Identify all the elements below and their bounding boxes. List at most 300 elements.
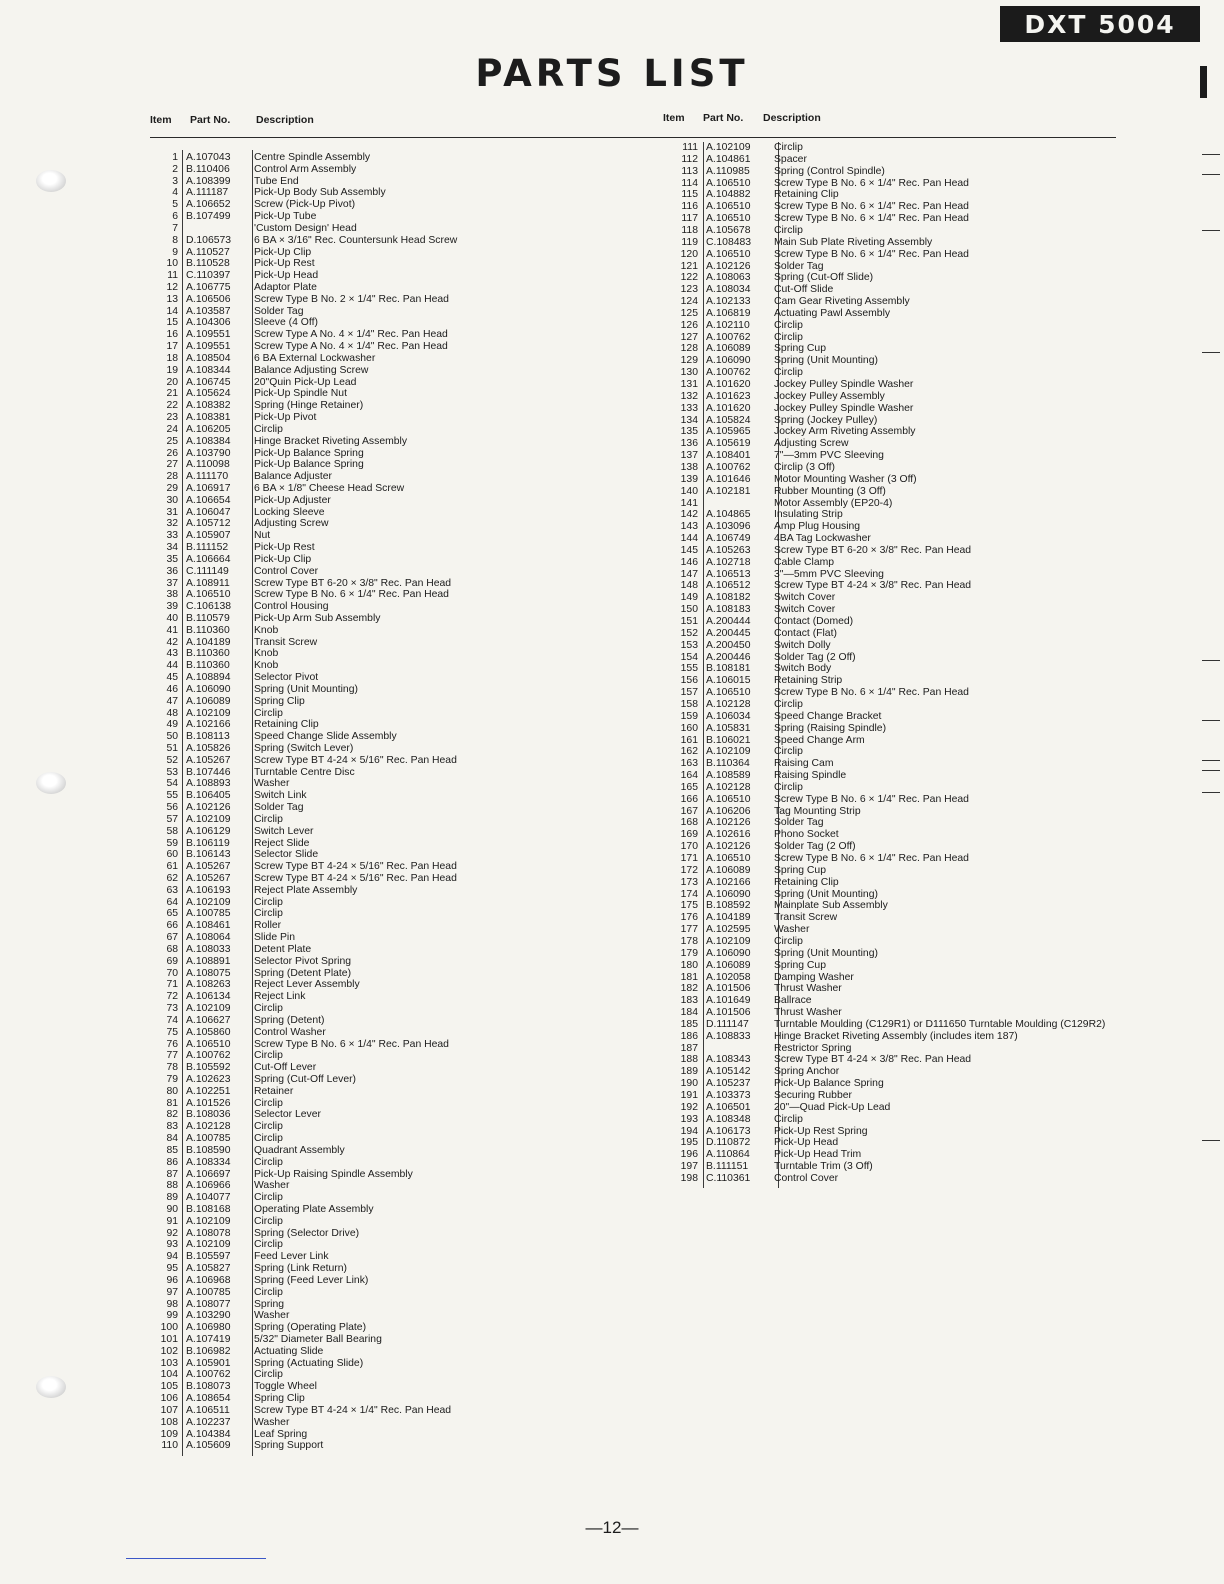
item-number: 117 (681, 213, 698, 225)
item-number: 193 (680, 1113, 698, 1125)
parts-row (676, 687, 1176, 699)
parts-row (676, 474, 1176, 486)
parts-row (156, 968, 616, 980)
part-description: Circlip (254, 1156, 283, 1168)
item-number: 55 (166, 790, 178, 802)
item-number: 176 (680, 912, 698, 924)
item-number: 146 (680, 556, 698, 568)
item-number: 113 (681, 165, 698, 177)
part-description: Circlip (774, 142, 803, 153)
item-number: 178 (680, 935, 698, 947)
item-number: 97 (166, 1286, 178, 1298)
part-description: Pick-Up Balance Spring (254, 447, 364, 459)
item-number: 92 (166, 1227, 178, 1239)
part-number: A.104306 (186, 317, 231, 329)
part-description: Circlip (254, 1215, 283, 1227)
part-description: Screw Type B No. 2 × 1/4" Rec. Pan Head (254, 293, 449, 305)
part-description: Retainer (254, 1085, 294, 1097)
parts-row (676, 1161, 1176, 1173)
parts-row (156, 459, 616, 471)
parts-row (676, 616, 1176, 628)
parts-row (676, 853, 1176, 865)
item-number: 132 (680, 390, 698, 402)
item-number: 17 (166, 341, 178, 353)
part-description: Selector Lever (254, 1109, 321, 1121)
item-number: 155 (680, 663, 698, 675)
parts-row (676, 983, 1176, 995)
part-number: D.111147 (706, 1018, 749, 1030)
parts-row (156, 601, 616, 613)
parts-row (156, 1239, 616, 1251)
header-item: Item (150, 114, 172, 126)
part-description: Jockey Pulley Spindle Washer (774, 402, 914, 414)
item-number: 32 (166, 518, 178, 530)
parts-row (156, 885, 616, 897)
item-number: 53 (166, 766, 178, 778)
item-number: 26 (166, 447, 178, 459)
part-number: A.111170 (186, 471, 229, 483)
part-number: A.106513 (706, 568, 751, 580)
part-number: A.101506 (706, 983, 751, 995)
part-number: C.110397 (186, 270, 231, 282)
item-number: 168 (680, 817, 698, 829)
part-number: A.102616 (706, 829, 751, 841)
part-number: A.108078 (186, 1227, 231, 1239)
item-number: 89 (166, 1192, 178, 1204)
parts-row (156, 365, 616, 377)
part-description: Spring (Unit Mounting) (774, 355, 878, 367)
item-number: 18 (166, 352, 178, 364)
part-description: Circlip (254, 813, 283, 825)
part-number: A.100762 (706, 367, 751, 379)
part-description: Control Washer (254, 1026, 326, 1038)
part-description: Transit Screw (774, 912, 838, 924)
part-number: A.104865 (706, 509, 751, 521)
item-number: 153 (680, 639, 698, 651)
item-number: 139 (680, 473, 698, 485)
parts-row (156, 1346, 616, 1358)
edge-marks (1190, 120, 1220, 1420)
parts-row (156, 1062, 616, 1074)
part-number: A.106917 (186, 482, 231, 494)
parts-row (676, 652, 1176, 664)
header-description: Description (256, 114, 314, 126)
part-description: Reject Lever Assembly (254, 979, 360, 991)
part-number: A.106775 (186, 282, 231, 294)
parts-row (156, 258, 616, 270)
parts-row (156, 329, 616, 341)
item-number: 194 (680, 1125, 698, 1137)
part-description: Pick-Up Balance Spring (254, 459, 364, 471)
part-number: A.103096 (706, 521, 751, 533)
part-description: Ballrace (774, 995, 812, 1007)
part-description: Spring (Actuating Slide) (254, 1357, 364, 1369)
part-number: A.102126 (706, 260, 751, 272)
item-number: 164 (680, 770, 698, 782)
item-number: 66 (166, 920, 178, 932)
parts-row (156, 1228, 616, 1240)
item-number: 122 (680, 272, 698, 284)
item-number: 88 (166, 1180, 178, 1192)
part-description: Spring Clip (254, 1393, 305, 1405)
part-description: Reject Slide (254, 837, 310, 849)
parts-row (676, 1102, 1176, 1114)
item-number: 126 (680, 319, 698, 331)
item-number: 96 (166, 1274, 178, 1286)
part-description: Pick-Up Balance Spring (774, 1078, 884, 1090)
item-number: 174 (680, 888, 698, 900)
item-number: 190 (680, 1078, 698, 1090)
part-number: A.101646 (706, 473, 751, 485)
item-number: 108 (160, 1416, 178, 1428)
part-number: A.105142 (706, 1066, 751, 1078)
parts-row (156, 353, 616, 365)
part-number: B.106021 (706, 734, 751, 746)
part-description: Screw Type BT 6-20 × 3/8" Rec. Pan Head (254, 577, 452, 589)
part-description: Circlip (3 Off) (774, 461, 836, 473)
parts-row (676, 415, 1176, 427)
part-number: A.108381 (186, 412, 231, 424)
part-description: 4BA Tag Lockwasher (774, 533, 871, 545)
part-description: Damping Washer (774, 971, 854, 983)
item-number: 183 (680, 995, 698, 1007)
item-number: 196 (680, 1149, 698, 1161)
part-number: A.102718 (706, 556, 751, 568)
part-description: Toggle Wheel (254, 1381, 317, 1393)
part-number: A.108911 (186, 577, 230, 589)
item-number: 156 (680, 675, 698, 687)
part-description: 3"—5mm PVC Sleeving (774, 568, 884, 580)
parts-row (676, 343, 1176, 355)
part-number: A.105965 (706, 426, 751, 438)
item-number: 22 (166, 400, 178, 412)
parts-row (676, 699, 1176, 711)
part-description: Pick-Up Head Trim (774, 1149, 862, 1161)
part-number: A.106134 (186, 991, 231, 1003)
header-item: Item (663, 112, 685, 124)
part-description: Switch Body (774, 663, 832, 675)
part-description: Pick-Up Rest (254, 258, 315, 270)
item-number: 124 (680, 296, 698, 308)
part-description: Cable Clamp (774, 556, 835, 568)
item-number: 158 (680, 698, 698, 710)
item-number: 186 (680, 1030, 698, 1042)
item-number: 72 (166, 991, 178, 1003)
parts-list-left (156, 152, 616, 1462)
item-number: 83 (166, 1121, 178, 1133)
part-description: Spring (Cut-Off Lever) (254, 1073, 357, 1085)
part-number: A.102110 (706, 319, 750, 331)
item-number: 192 (680, 1101, 698, 1113)
parts-row (676, 486, 1176, 498)
part-number: B.108168 (186, 1203, 231, 1215)
part-description: Spacer (774, 153, 807, 165)
part-description: Retaining Clip (774, 876, 839, 888)
part-description: Screw Type A No. 4 × 1/4" Rec. Pan Head (254, 341, 448, 353)
part-number: A.106980 (186, 1322, 231, 1334)
item-number: 58 (166, 825, 178, 837)
part-description: Screw Type BT 4-24 × 5/16" Rec. Pan Head (254, 754, 457, 766)
part-number: A.108077 (186, 1298, 231, 1310)
parts-row (156, 187, 616, 199)
parts-row (156, 1287, 616, 1299)
parts-row (676, 1054, 1176, 1066)
parts-row (156, 1429, 616, 1441)
part-number: A.102109 (706, 142, 751, 153)
item-number: 51 (166, 743, 178, 754)
header-part-no: Part No. (703, 112, 744, 124)
part-description: Screw Type B No. 6 × 1/4" Rec. Pan Head (774, 201, 969, 213)
part-description: Screw Type B No. 6 × 1/4" Rec. Pan Head (774, 177, 969, 189)
part-description: Spring (Hinge Retainer) (254, 400, 364, 412)
parts-row (156, 294, 616, 306)
part-number: A.107043 (186, 152, 231, 163)
item-number: 104 (160, 1369, 178, 1381)
part-description: Cut-Off Lever (254, 1062, 317, 1074)
parts-row (676, 960, 1176, 972)
part-description: Pick-Up Raising Spindle Assembly (254, 1168, 413, 1180)
item-number: 24 (166, 423, 178, 435)
part-description: Spring (Operating Plate) (254, 1322, 367, 1334)
parts-row (676, 296, 1176, 308)
parts-row (156, 1027, 616, 1039)
parts-row (676, 426, 1176, 438)
part-description: Screw Type BT 6-20 × 3/8" Rec. Pan Head (774, 544, 972, 556)
part-description: 20"—Quad Pick-Up Lead (774, 1101, 891, 1113)
item-number: 64 (166, 896, 178, 908)
item-number: 52 (166, 754, 178, 766)
parts-row (676, 711, 1176, 723)
part-number: A.108183 (706, 604, 751, 616)
item-number: 94 (166, 1251, 178, 1263)
item-number: 106 (160, 1393, 178, 1405)
binder-hole (36, 1376, 66, 1398)
item-number: 91 (166, 1215, 178, 1227)
part-number: A.106506 (186, 293, 231, 305)
item-number: 46 (166, 683, 178, 695)
part-number: A.102623 (186, 1073, 231, 1085)
parts-row (676, 770, 1176, 782)
part-description: Screw Type BT 4-24 × 1/4" Rec. Pan Head (254, 1404, 452, 1416)
item-number: 115 (681, 189, 698, 201)
parts-row (156, 495, 616, 507)
parts-row (676, 308, 1176, 320)
parts-row (676, 379, 1176, 391)
part-number: A.103373 (706, 1090, 751, 1101)
part-number: A.105907 (186, 530, 231, 542)
item-number: 43 (166, 648, 178, 660)
parts-row (676, 889, 1176, 901)
part-description: Jockey Pulley Assembly (774, 390, 885, 402)
part-description: Raising Spindle (774, 770, 847, 782)
part-description: Knob (254, 624, 279, 636)
part-description: Circlip (254, 1133, 283, 1145)
part-number: B.110364 (706, 758, 750, 770)
item-number: 136 (680, 438, 698, 450)
parts-row (156, 849, 616, 861)
parts-row (156, 1369, 616, 1381)
parts-row (156, 1145, 616, 1157)
parts-row (676, 829, 1176, 841)
parts-row (156, 1417, 616, 1429)
item-number: 110 (161, 1440, 178, 1452)
part-number: A.102109 (186, 813, 231, 825)
part-description: Screw Type BT 4-24 × 5/16" Rec. Pan Head (254, 861, 457, 873)
part-number: A.108589 (706, 770, 751, 782)
part-description: Screw Type B No. 6 × 1/4" Rec. Pan Head (774, 853, 969, 864)
parts-row (676, 1090, 1176, 1102)
part-description: Spring Clip (254, 695, 305, 707)
item-number: 191 (680, 1090, 698, 1101)
item-number: 195 (680, 1137, 698, 1149)
parts-row (676, 332, 1176, 344)
parts-row (676, 462, 1176, 474)
parts-row (156, 944, 616, 956)
part-number: A.105678 (706, 224, 751, 236)
part-number: C.111149 (186, 565, 229, 577)
part-description: Feed Lever Link (254, 1251, 329, 1263)
item-number: 120 (680, 248, 698, 260)
part-number: D.106573 (186, 234, 232, 246)
parts-row (156, 1216, 616, 1228)
parts-row (676, 948, 1176, 960)
parts-row (676, 877, 1176, 889)
parts-row (676, 355, 1176, 367)
part-number: A.106652 (186, 199, 231, 211)
parts-row (156, 1381, 616, 1393)
part-description: Mainplate Sub Assembly (774, 900, 888, 912)
part-description: Cut-Off Slide (774, 284, 834, 296)
part-description: Circlip (254, 1369, 283, 1381)
item-number: 21 (166, 388, 178, 400)
part-number: A.110527 (186, 246, 230, 258)
item-number: 44 (166, 660, 178, 672)
item-number: 13 (166, 293, 178, 305)
part-number: A.105237 (706, 1078, 751, 1090)
header-rule (150, 137, 1116, 138)
part-description: Spring (Unit Mounting) (774, 888, 878, 900)
parts-row (156, 223, 616, 235)
part-number: B.108592 (706, 900, 751, 912)
part-number: A.106697 (186, 1168, 231, 1180)
item-number: 102 (160, 1345, 178, 1357)
item-number: 6 (172, 211, 178, 223)
part-number: A.102109 (186, 1003, 231, 1015)
part-description: Washer (254, 1180, 290, 1192)
part-number: A.102126 (186, 802, 231, 814)
item-number: 75 (166, 1026, 178, 1038)
part-number: A.101620 (706, 402, 751, 414)
item-number: 42 (166, 636, 178, 648)
item-number: 86 (166, 1156, 178, 1168)
parts-row (156, 991, 616, 1003)
part-description: Pick-Up Arm Sub Assembly (254, 612, 381, 624)
part-number: A.108064 (186, 932, 231, 944)
part-number: B.110360 (186, 624, 230, 636)
parts-row (676, 261, 1176, 273)
item-number: 93 (166, 1239, 178, 1251)
binder-hole (36, 170, 66, 192)
item-number: 38 (166, 589, 178, 601)
item-number: 69 (166, 955, 178, 967)
item-number: 57 (166, 813, 178, 825)
parts-list-right (676, 142, 1176, 1192)
part-number: A.102109 (186, 1239, 231, 1251)
item-number: 129 (680, 355, 698, 367)
part-description: Screw Type B No. 6 × 1/4" Rec. Pan Head (254, 589, 449, 601)
part-description: Circlip (254, 908, 283, 920)
part-number: A.108891 (186, 955, 231, 967)
parts-row (676, 782, 1176, 794)
parts-row (156, 743, 616, 755)
part-number: B.106143 (186, 849, 231, 861)
item-number: 103 (160, 1357, 178, 1369)
part-description: Motor Mounting Washer (3 Off) (774, 473, 917, 485)
item-number: 78 (166, 1062, 178, 1074)
item-number: 175 (680, 900, 698, 912)
part-description: Circlip (774, 698, 803, 710)
part-number: B.110360 (186, 648, 230, 660)
part-description: Knob (254, 660, 279, 672)
part-number: A.102133 (706, 296, 751, 308)
item-number: 7 (172, 222, 178, 234)
parts-row (676, 806, 1176, 818)
part-description: Switch Link (254, 790, 307, 802)
parts-row (156, 471, 616, 483)
part-description: Circlip (254, 1286, 283, 1298)
item-number: 167 (680, 805, 698, 817)
parts-row (676, 533, 1176, 545)
part-description: Balance Adjuster (254, 471, 332, 483)
part-number: A.104861 (706, 153, 751, 165)
item-number: 148 (680, 580, 698, 592)
parts-row (156, 802, 616, 814)
item-number: 160 (680, 722, 698, 734)
part-description: Screw Type A No. 4 × 1/4" Rec. Pan Head (254, 329, 448, 341)
parts-row (676, 604, 1176, 616)
parts-row (676, 912, 1176, 924)
parts-row (676, 1173, 1176, 1185)
part-description: Selector Slide (254, 849, 319, 861)
item-number: 163 (680, 758, 698, 770)
parts-row (676, 924, 1176, 936)
parts-row (156, 719, 616, 731)
item-number: 19 (166, 364, 178, 376)
part-number: A.100785 (186, 1133, 231, 1145)
part-number: A.108063 (706, 272, 751, 284)
part-number: B.108036 (186, 1109, 231, 1121)
item-number: 198 (680, 1172, 698, 1184)
part-description: Circlip (254, 1239, 283, 1251)
item-number: 62 (166, 873, 178, 885)
item-number: 63 (166, 884, 178, 896)
part-number: A.105712 (186, 518, 231, 530)
part-number: A.108461 (186, 920, 231, 932)
part-description: Pick-Up Adjuster (254, 494, 331, 506)
part-description: Spring (Cut-Off Slide) (774, 272, 874, 284)
part-description: Raising Cam (774, 758, 834, 770)
part-description: 6 BA × 3/16" Rec. Countersunk Head Screw (254, 234, 458, 246)
part-number: A.101623 (706, 390, 751, 402)
part-description: Hinge Bracket Riveting Assembly (includes item 187) (774, 1030, 1018, 1042)
parts-row (676, 213, 1176, 225)
parts-row (156, 1358, 616, 1370)
parts-row (676, 723, 1176, 735)
part-description: Slide Pin (254, 932, 296, 944)
parts-row (156, 1263, 616, 1275)
part-number: A.102166 (706, 876, 751, 888)
item-number: 99 (166, 1310, 178, 1322)
